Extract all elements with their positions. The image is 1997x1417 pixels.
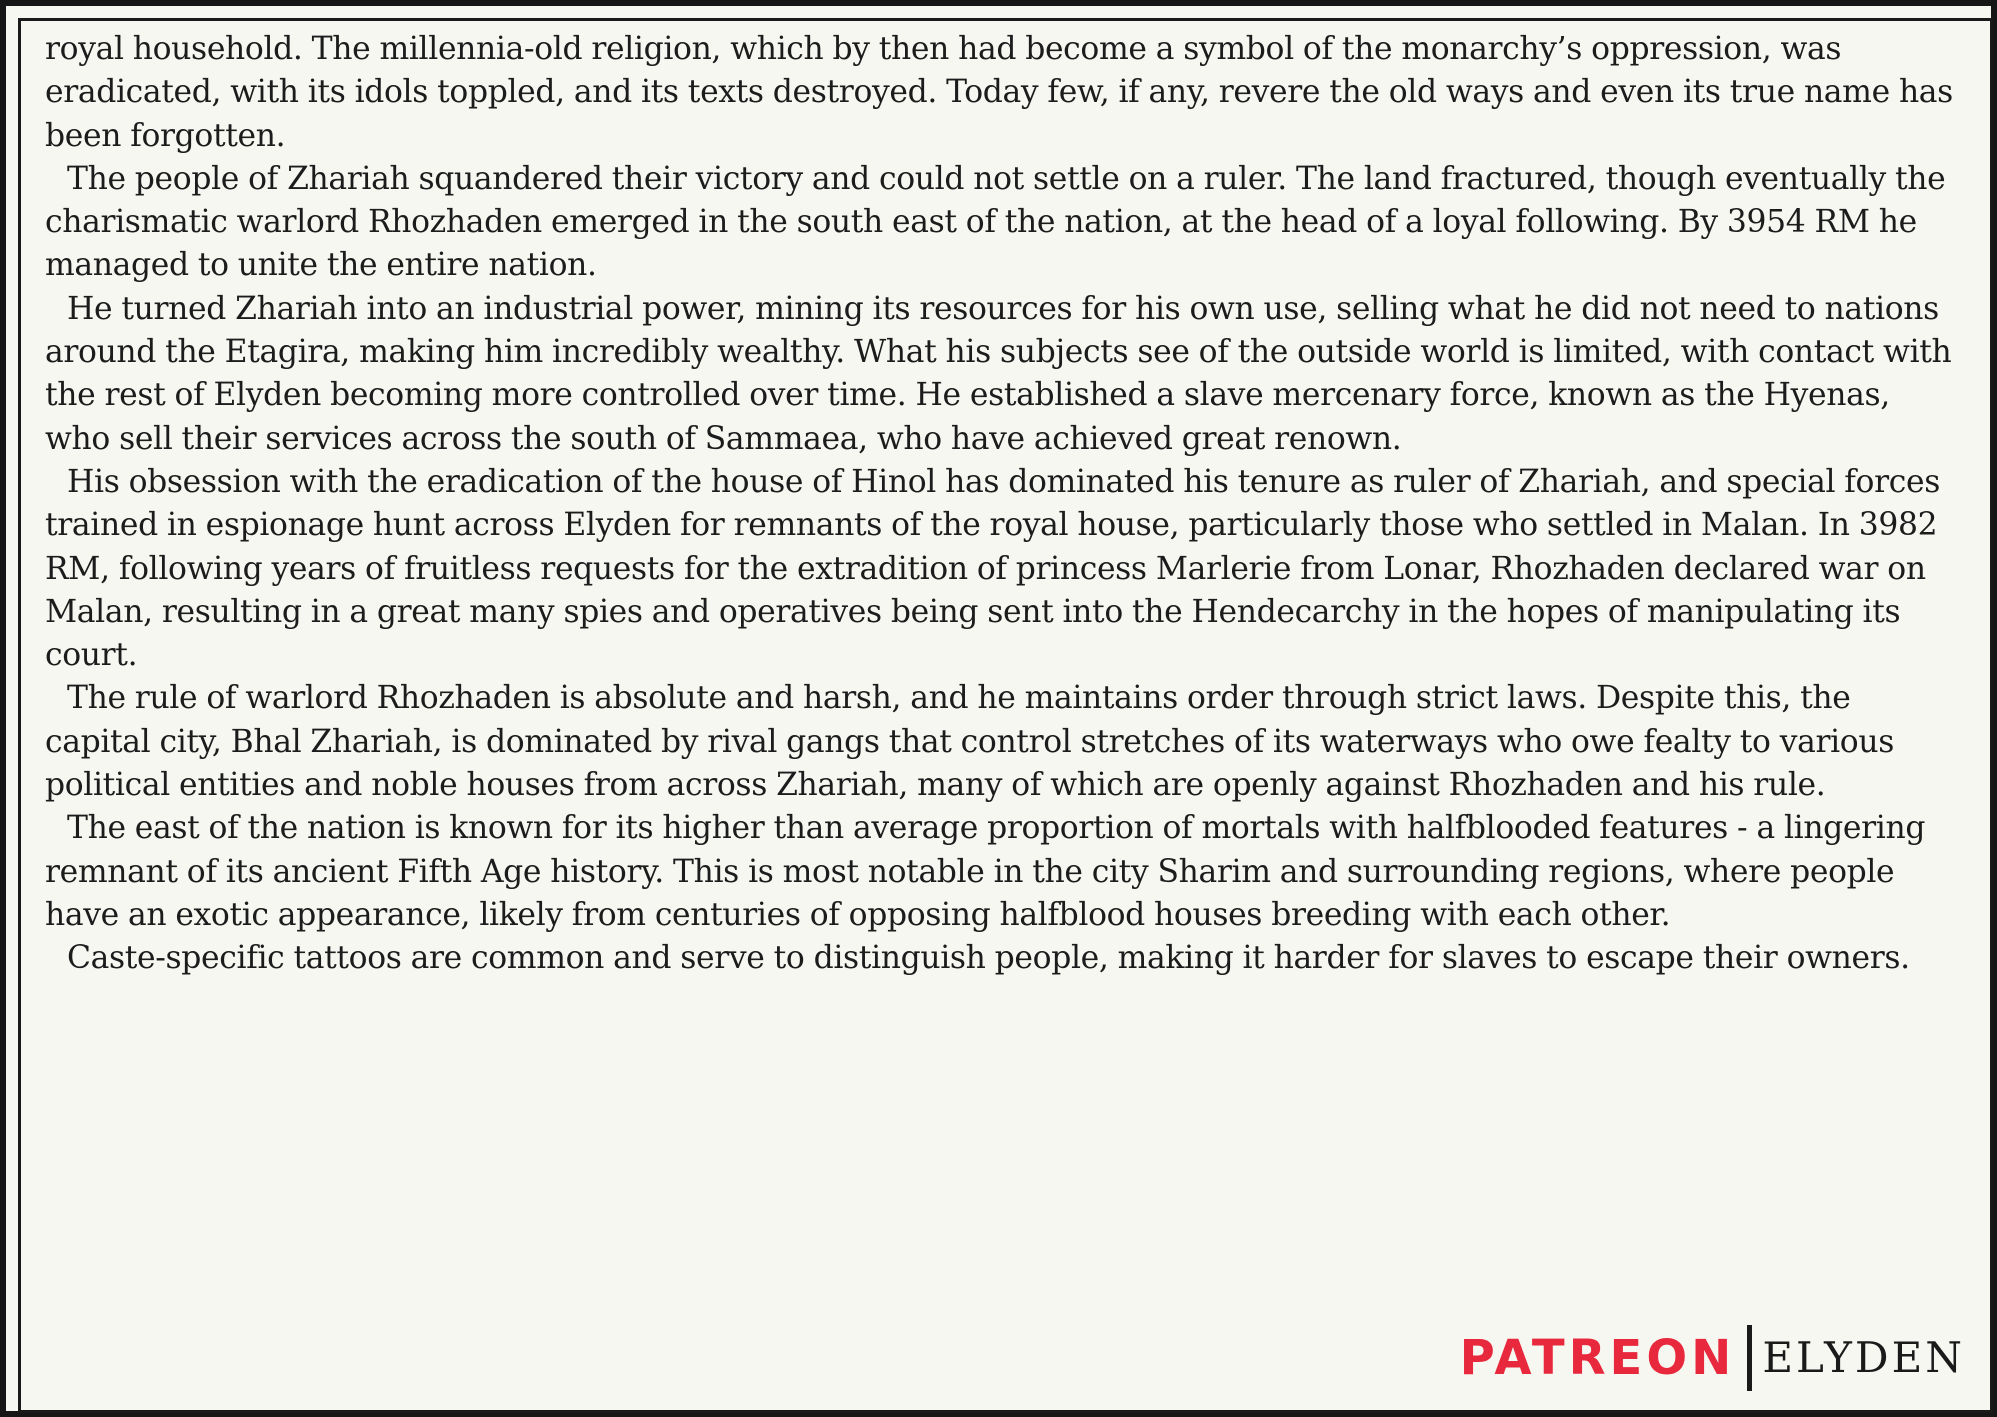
paragraph-industrial-power: He turned Zhariah into an industrial power, mining its resources for his own use, selling what he did not need to nations around the Etagira, making him incredibly wealthy. What his subjects see of the outside world is limited, with contact with the rest of Elyden becoming more controlled over time. He established a slave mercenary force, known as the Hyenas, who sell their services across the south of Sammaea, who have achieved great renown. xyxy=(45,290,1952,457)
paragraph-caste-tattoos: Caste-specific tattoos are common and serve to distinguish people, making it harder for slaves to escape their owners. xyxy=(67,940,1910,977)
paragraph-religion-eradication: royal household. The millennia-old religion, which by then had become a symbol of the monarchy’s oppression, was eradicated, with its idols toppled, and its texts destroyed. Today few, if any, revere the old ways and even its true name has been forgotten. xyxy=(45,31,1953,154)
document-body xyxy=(45,28,1955,981)
paragraph-rhozhaden-rise: The people of Zhariah squandered their victory and could not settle on a ruler. The land fractured, though eventually the charismatic warlord Rhozhaden emerged in the south east of the nation, at the head of a loyal following. By 3954 RM he managed to unite the entire nation. xyxy=(45,160,1946,284)
paragraph-halfblooded-east: The east of the nation is known for its higher than average proportion of mortals with halfblooded features - a lingering remnant of its ancient Fifth Age history. This is most notable in the city Sharim and surrounding regions, where people have an exotic appearance, likely from centuries of opposing halfblood houses breeding with each other. xyxy=(45,810,1926,933)
patreon-wordmark: PATREON xyxy=(1459,1330,1736,1386)
elyden-wordmark: ELYDEN xyxy=(1762,1333,1965,1382)
brand-divider xyxy=(1747,1325,1752,1391)
paragraph-house-of-hinol: His obsession with the eradication of the house of Hinol has dominated his tenure as ruler of Zhariah, and special forces trained in espionage hunt across Elyden for remnants of the royal house, particularly those who settled in Malan. In 3982 RM, following years of fruitless requests for the extradition of princess Marlerie from Lonar, Rhozhaden declared war on Malan, resulting in a great many spies and operatives being sent into the Hendecarchy in the hopes of manipulating its court. xyxy=(45,463,1940,674)
branding-logo xyxy=(1460,1323,1965,1393)
paragraph-rule-and-gangs: The rule of warlord Rhozhaden is absolute and harsh, and he maintains order through strict laws. Despite this, the capital city, Bhal Zhariah, is dominated by rival gangs that control stretches of its waterways who owe fealty to various political entities and noble houses from across Zhariah, many of which are openly against Rhozhaden and his rule. xyxy=(45,680,1894,804)
